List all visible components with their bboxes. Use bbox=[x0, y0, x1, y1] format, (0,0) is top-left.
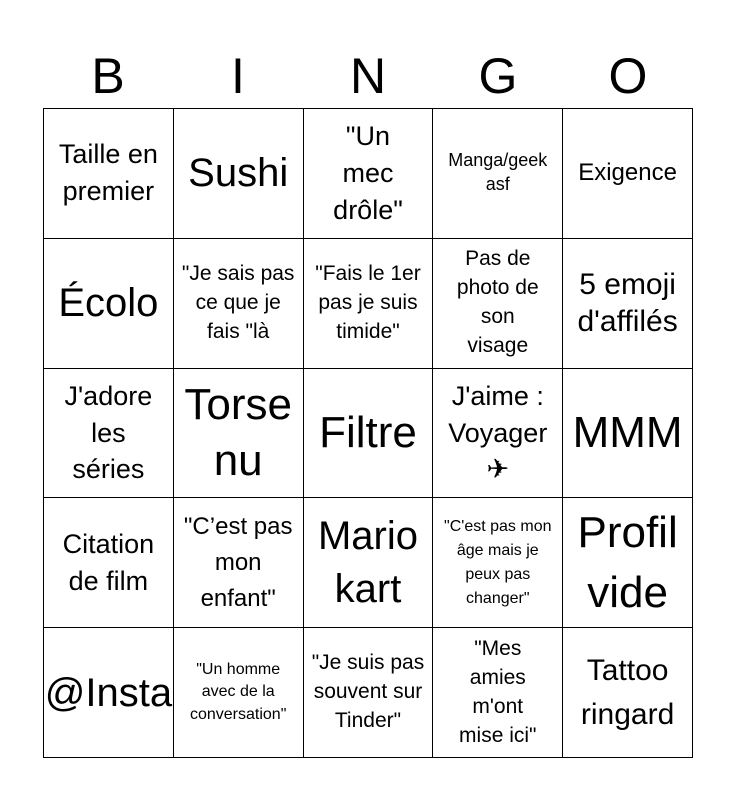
cell-label: Mario kart bbox=[317, 513, 418, 611]
cell-label: "Un mec drôle" bbox=[333, 120, 403, 225]
bingo-cell[interactable] bbox=[304, 498, 434, 628]
cell-label: "Je suis pas souvent sur Tinder" bbox=[311, 651, 425, 733]
bingo-cell[interactable] bbox=[433, 369, 563, 499]
bingo-cell[interactable] bbox=[433, 239, 563, 369]
bingo-cell[interactable] bbox=[304, 109, 434, 239]
bingo-cell[interactable] bbox=[563, 498, 693, 628]
cell-label: Filtre bbox=[319, 407, 417, 457]
header-letter-g: G bbox=[478, 48, 518, 104]
cell-label: Sushi bbox=[188, 151, 289, 196]
bingo-cell[interactable] bbox=[44, 239, 174, 369]
bingo-cell[interactable] bbox=[563, 109, 693, 239]
bingo-cell[interactable] bbox=[174, 369, 304, 499]
cell-label: @Insta bbox=[44, 670, 173, 715]
cell-label: "C'est pas mon âge mais je peux pas changer" bbox=[444, 517, 552, 607]
cell-label: Exigence bbox=[578, 159, 677, 187]
bingo-cell[interactable] bbox=[304, 239, 434, 369]
cell-label: Pas de photo de son visage bbox=[456, 247, 539, 358]
header-letter-b: B bbox=[91, 48, 125, 104]
cell-label: 5 emoji d'affilés bbox=[577, 267, 678, 339]
cell-label: "Fais le 1er pas je suis timide" bbox=[315, 261, 421, 343]
cell-label: "Un homme avec de la conversation" bbox=[189, 661, 287, 723]
header-letter-i: I bbox=[231, 48, 245, 104]
bingo-cell[interactable] bbox=[174, 109, 304, 239]
bingo-cell[interactable] bbox=[44, 369, 174, 499]
header-letter-o: O bbox=[608, 48, 648, 104]
bingo-cell[interactable] bbox=[174, 498, 304, 628]
bingo-cell[interactable] bbox=[44, 109, 174, 239]
bingo-cell[interactable] bbox=[304, 628, 434, 758]
bingo-cell[interactable] bbox=[563, 239, 693, 369]
bingo-cell[interactable] bbox=[44, 498, 174, 628]
cell-label: J'adore les séries bbox=[64, 380, 153, 485]
bingo-cell[interactable] bbox=[433, 498, 563, 628]
cell-label: "Mes amies m'ont mise ici" bbox=[459, 636, 537, 747]
cell-label: Manga/geek asf bbox=[448, 150, 548, 195]
bingo-grid bbox=[43, 108, 693, 758]
bingo-cell[interactable] bbox=[304, 369, 434, 499]
cell-label: Citation de film bbox=[62, 528, 155, 596]
header-letter-n: N bbox=[349, 48, 387, 104]
bingo-header bbox=[43, 44, 693, 108]
bingo-cell[interactable] bbox=[44, 628, 174, 758]
bingo-cell[interactable] bbox=[174, 628, 304, 758]
cell-label: J'aime : Voyager ✈ bbox=[448, 380, 548, 485]
cell-label: Profil vide bbox=[577, 508, 678, 617]
cell-label: MMM bbox=[572, 407, 683, 457]
bingo-cell[interactable] bbox=[433, 109, 563, 239]
bingo-cell[interactable] bbox=[563, 369, 693, 499]
bingo-cell[interactable] bbox=[433, 628, 563, 758]
cell-label: "C’est pas mon enfant" bbox=[183, 512, 293, 612]
bingo-cell[interactable] bbox=[174, 239, 304, 369]
bingo-cell[interactable] bbox=[563, 628, 693, 758]
cell-label: Taille en premier bbox=[58, 139, 158, 207]
cell-label: "Je sais pas ce que je fais "là bbox=[181, 261, 295, 343]
cell-label: Torse nu bbox=[184, 379, 292, 485]
cell-label: Écolo bbox=[58, 281, 159, 326]
cell-label: Tattoo ringard bbox=[580, 654, 675, 731]
